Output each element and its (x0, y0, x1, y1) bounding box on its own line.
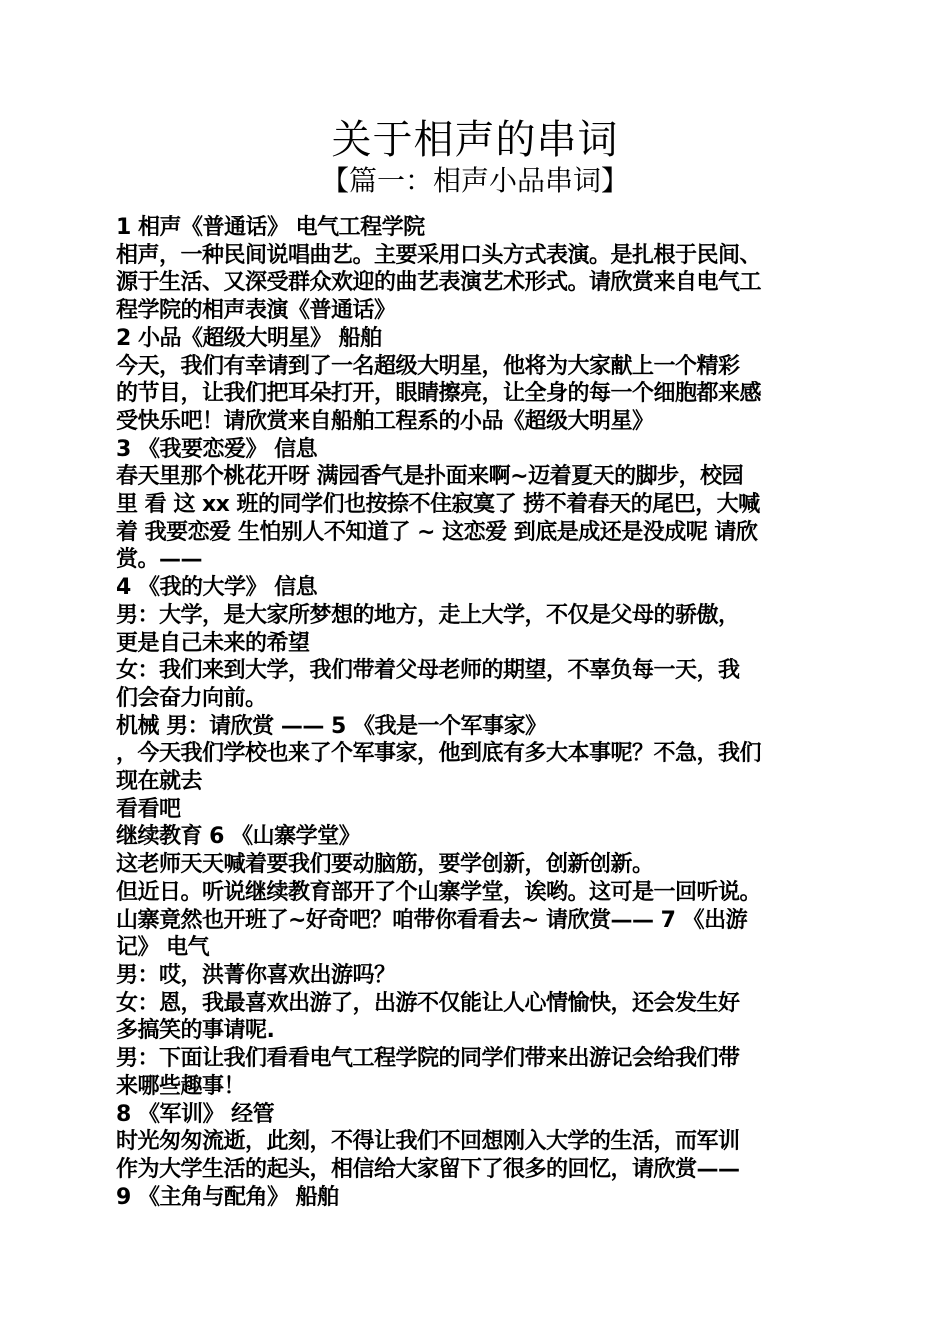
page-subtitle: 【篇一：相声小品串词】 (320, 164, 629, 197)
text-line: 看看吧 (116, 796, 181, 822)
text-line: 源于生活、又深受群众欢迎的曲艺表演艺术形式。请欣赏来自电气工 (116, 270, 762, 296)
text-line: 1 相声《普通话》 电气工程学院 (116, 215, 425, 240)
text-line: 作为大学生活的起头，相信给大家留下了很多的回忆，请欣赏—— (116, 1156, 740, 1182)
text-line: 但近日。听说继续教育部开了个山寨学堂，诶哟。这可是一回听说。 (116, 879, 762, 905)
text-line: 这老师天天喊着要我们要动脑筋，要学创新，创新创新。 (116, 852, 654, 878)
text-line: 男：下面让我们看看电气工程学院的同学们带来出游记会给我们带 (116, 1046, 740, 1072)
text-line: 多搞笑的事请呢. (116, 1018, 275, 1044)
text-line: 4 《我的大学》 信息 (116, 575, 318, 601)
text-line: 2 小品《超级大明星》 船舶 (116, 325, 382, 351)
text-line: ，今天我们学校也来了个军事家，他到底有多大本事呢？不急，我们 (116, 741, 762, 767)
text-line: 机械 男：请欣赏 —— 5 《我是一个军事家》 (116, 713, 547, 739)
text-line: 春天里那个桃花开呀 满园香气是扑面来啊~迈着夏天的脚步，校园 (116, 464, 744, 490)
text-line: 们会奋力向前。 (116, 685, 267, 711)
document-body (116, 214, 838, 1211)
text-line: 的节目，让我们把耳朵打开，眼睛擦亮，让全身的每一个细胞都来感 (116, 381, 762, 407)
text-line: 相声，一种民间说唱曲艺。主要采用口头方式表演。是扎根于民间、 (116, 242, 762, 268)
text-line: 现在就去 (116, 769, 203, 795)
text-line: 山寨竟然也开班了~好奇吧？咱带你看看去~ 请欣赏—— 7 《出游 (116, 907, 748, 933)
text-line: 男：大学，是大家所梦想的地方，走上大学，不仅是父母的骄傲， (116, 602, 740, 628)
text-line: 受快乐吧！请欣赏来自船舶工程系的小品《超级大明星》 (116, 408, 654, 434)
text-line: 程学院的相声表演《普通话》 (116, 298, 396, 324)
text-line: 里 看 这 xx 班的同学们也按捺不住寂寞了 捞不着春天的尾巴，大喊 (116, 492, 760, 518)
text-line: 女：恩，我最喜欢出游了，出游不仅能让人心情愉快，还会发生好 (116, 990, 740, 1016)
text-line: 更是自己未来的希望 (116, 630, 310, 656)
text-line: 今天，我们有幸请到了一名超级大明星，他将为大家献上一个精彩 (116, 353, 740, 379)
text-line: 着 我要恋爱 生怕别人不知道了 ~ 这恋爱 到底是成还是没成呢 请欣 (116, 519, 758, 545)
text-line: 赏。—— (116, 547, 203, 573)
text-line: 记》 电气 (116, 935, 210, 961)
text-line: 9 《主角与配角》 船舶 (116, 1184, 339, 1210)
text-line: 男：哎，洪菁你喜欢出游吗？ (116, 962, 396, 988)
text-line: 3 《我要恋爱》 信息 (116, 436, 318, 462)
text-line: 继续教育 6 《山寨学堂》 (116, 824, 361, 850)
text-line: 时光匆匆流逝，此刻，不得让我们不回想刚入大学的生活，而军训 (116, 1129, 740, 1155)
text-line: 女：我们来到大学，我们带着父母老师的期望，不辜负每一天，我 (116, 658, 740, 684)
text-line: 8 《军训》 经管 (116, 1101, 275, 1127)
text-line: 来哪些趣事！ (116, 1073, 246, 1099)
page-title: 关于相声的串词 (331, 117, 619, 163)
